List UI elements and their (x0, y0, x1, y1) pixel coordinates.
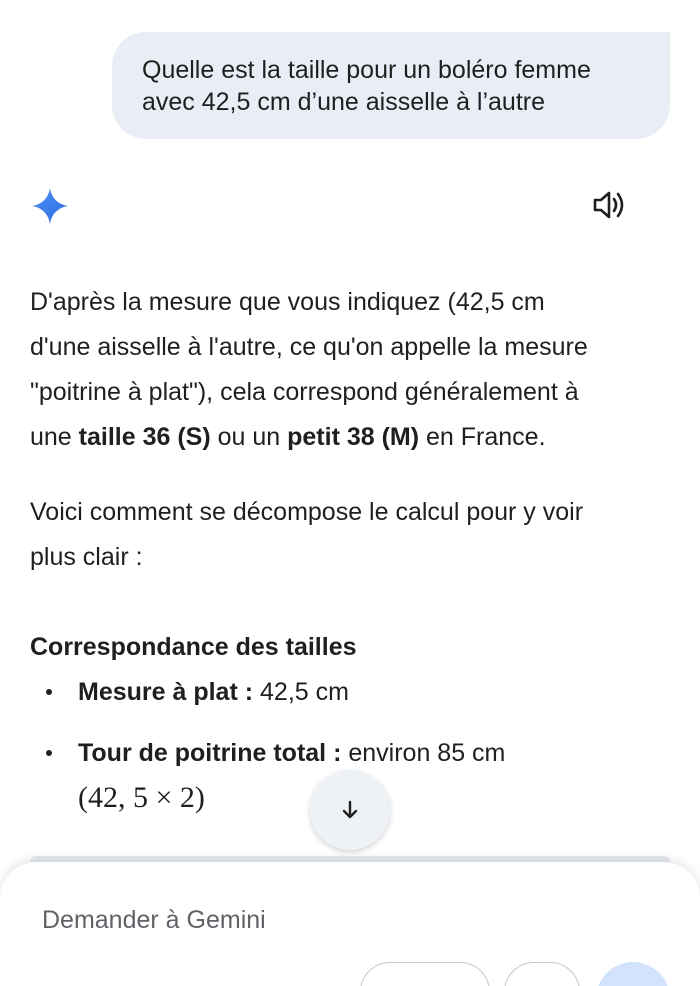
response-line: D'après la mesure que vous indiquez (42,5 cm (30, 288, 545, 316)
arrow-down-icon (338, 798, 362, 822)
size-highlight: petit 38 (M) (287, 423, 420, 451)
list-item-label: Mesure à plat : (78, 678, 254, 706)
input-panel (0, 862, 700, 986)
speaker-icon[interactable] (590, 186, 628, 224)
gemini-sparkle-icon (30, 186, 70, 226)
response-text: en France. (419, 423, 546, 451)
bullet-dot (46, 750, 52, 756)
response-paragraph (30, 490, 670, 580)
response-line: "poitrine à plat"), cela correspond généralement à (30, 378, 579, 406)
size-highlight: taille 36 (S) (78, 423, 211, 451)
tool-chip[interactable] (360, 962, 490, 986)
user-message-line: avec 42,5 cm d’une aisselle à l’autre (142, 88, 546, 116)
response-line: plus clair : (30, 543, 143, 571)
response-line: Voici comment se décompose le calcul pour y voir (30, 498, 584, 526)
bullet-dot (46, 689, 52, 695)
list-item-value: 42,5 cm (253, 678, 349, 706)
section-heading: Correspondance des tailles (30, 633, 357, 661)
math-formula: (42, 5 × 2) (78, 781, 205, 814)
list-item-label: Tour de poitrine total : (78, 739, 342, 767)
response-line: d'une aisselle à l'autre, ce qu'on appelle la mesure (30, 333, 588, 361)
response-text: ou un (210, 423, 288, 451)
user-message-line: Quelle est la taille pour un boléro femme (142, 56, 591, 84)
assistant-response (30, 280, 670, 580)
response-paragraph (30, 280, 670, 460)
live-button[interactable] (596, 962, 670, 986)
mic-button[interactable] (504, 962, 580, 986)
scroll-down-button[interactable] (310, 770, 390, 850)
list-item-value: environ 85 cm (341, 739, 506, 767)
response-text: une (30, 423, 79, 451)
prompt-input[interactable] (42, 906, 642, 935)
user-message-bubble (112, 32, 670, 139)
